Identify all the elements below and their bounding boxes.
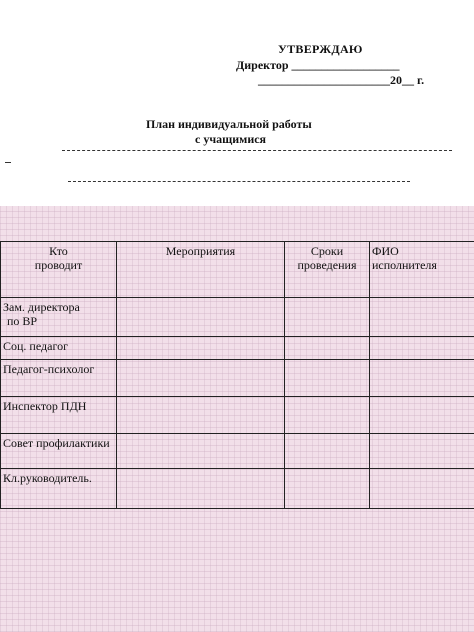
row-who-line1: Совет профилактики <box>3 436 110 450</box>
column-header-executor-line2: исполнителя <box>372 258 437 272</box>
column-header-dates-line1: Сроки <box>310 244 344 258</box>
activities-cell[interactable] <box>117 434 285 469</box>
student-name-fill-line <box>62 150 452 151</box>
row-who-cell <box>1 397 117 434</box>
activities-cell[interactable] <box>117 298 285 337</box>
row-who-cell <box>1 337 117 360</box>
column-header-executor <box>370 242 474 298</box>
column-header-dates-line2: проведения <box>297 258 357 272</box>
row-who-line1: Инспектор ПДН <box>3 399 87 413</box>
executor-cell[interactable] <box>370 337 474 360</box>
table-header-row <box>1 242 474 298</box>
dates-cell[interactable] <box>285 298 370 337</box>
director-signature-line: Директор __________________ <box>236 58 400 72</box>
column-header-who-line2: проводит <box>34 258 83 272</box>
dates-cell[interactable] <box>285 397 370 434</box>
form-header-sheet <box>0 0 474 206</box>
document-title-line1: План индивидуальной работы <box>146 117 312 131</box>
executor-cell[interactable] <box>370 298 474 337</box>
table-row <box>1 397 474 434</box>
row-who-cell <box>1 434 117 469</box>
row-who-line1: Зам. директора <box>3 300 80 314</box>
approval-date-line: ______________________20__ г. <box>258 73 425 87</box>
row-who-line1: Педагог-психолог <box>3 362 95 376</box>
document-title-line2: с учащимися <box>195 132 267 146</box>
executor-cell[interactable] <box>370 469 474 509</box>
table-row <box>1 434 474 469</box>
column-header-dates <box>285 242 370 298</box>
column-header-who <box>1 242 117 298</box>
student-class-fill-line <box>68 181 410 182</box>
row-who-cell <box>1 469 117 509</box>
row-who-line1: Кл.руководитель. <box>3 471 92 485</box>
executor-cell[interactable] <box>370 397 474 434</box>
column-header-executor-line1: ФИО <box>372 244 399 258</box>
executor-cell[interactable] <box>370 434 474 469</box>
table-row <box>1 360 474 397</box>
dates-cell[interactable] <box>285 434 370 469</box>
column-header-activities-line1: Мероприятия <box>165 244 236 258</box>
row-who-cell <box>1 360 117 397</box>
executor-cell[interactable] <box>370 360 474 397</box>
plan-table <box>0 241 474 509</box>
margin-dash-mark <box>5 162 11 163</box>
activities-cell[interactable] <box>117 469 285 509</box>
column-header-activities <box>117 242 285 298</box>
approval-heading: УТВЕРЖДАЮ <box>278 42 363 56</box>
table-row <box>1 298 474 337</box>
table-row <box>1 337 474 360</box>
row-who-line1: Соц. педагог <box>3 339 68 353</box>
dates-cell[interactable] <box>285 360 370 397</box>
activities-cell[interactable] <box>117 397 285 434</box>
row-who-line2: по ВР <box>7 314 38 328</box>
row-who-cell <box>1 298 117 337</box>
dates-cell[interactable] <box>285 469 370 509</box>
column-header-who-line1: Кто <box>49 244 68 258</box>
activities-cell[interactable] <box>117 360 285 397</box>
table-row <box>1 469 474 509</box>
activities-cell[interactable] <box>117 337 285 360</box>
dates-cell[interactable] <box>285 337 370 360</box>
